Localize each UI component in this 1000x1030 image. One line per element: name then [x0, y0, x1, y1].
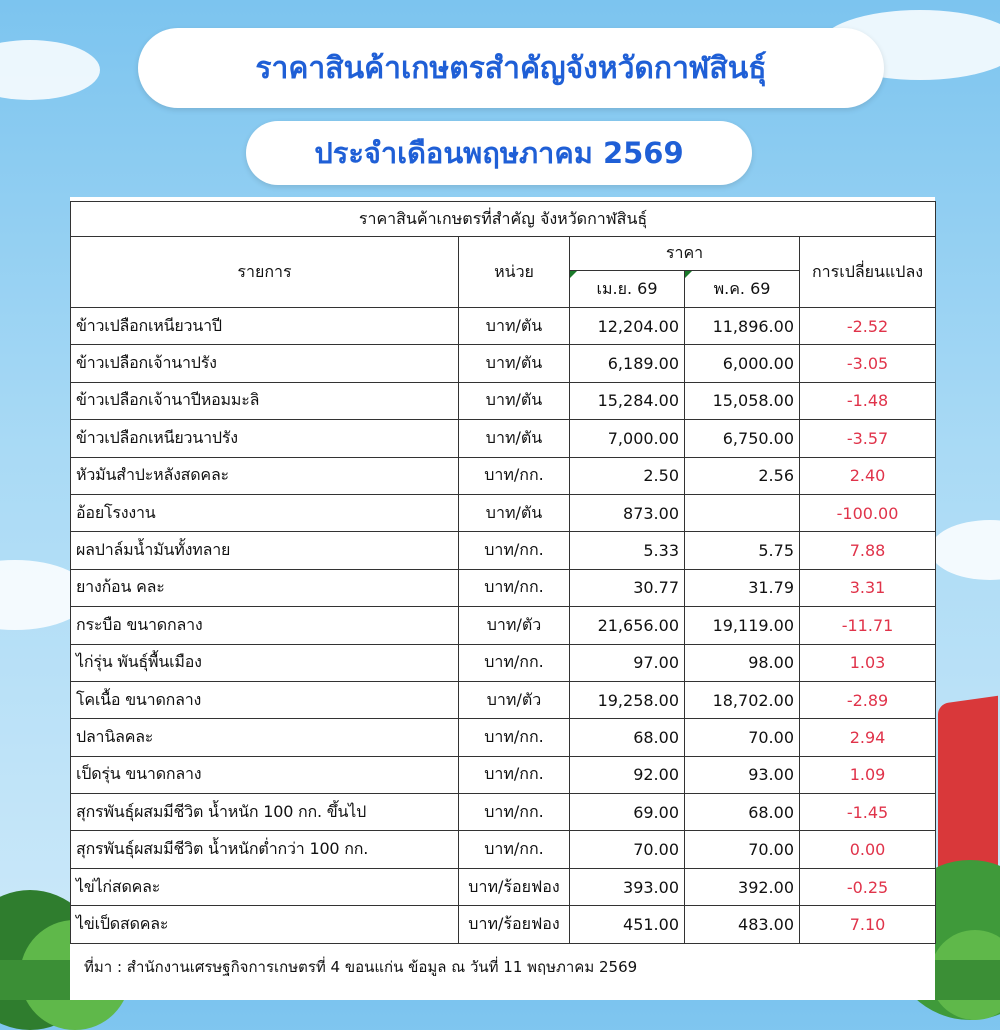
price-curr: 70.00 — [685, 719, 800, 756]
table-caption: ราคาสินค้าเกษตรที่สำคัญ จังหวัดกาฬสินธุ์ — [71, 202, 936, 237]
item-name: อ้อยโรงงาน — [71, 494, 459, 531]
price-change: 1.03 — [800, 644, 936, 681]
price-curr: 31.79 — [685, 569, 800, 606]
item-name: ข้าวเปลือกเหนียวนาปี — [71, 308, 459, 345]
item-unit: บาท/กก. — [459, 532, 570, 569]
price-change: -0.25 — [800, 868, 936, 905]
price-curr: 5.75 — [685, 532, 800, 569]
item-name: สุกรพันธุ์ผสมมีชีวิต น้ำหนักต่ำกว่า 100 กก. — [71, 831, 459, 868]
price-prev: 21,656.00 — [570, 607, 685, 644]
price-curr: 483.00 — [685, 906, 800, 943]
price-change: 0.00 — [800, 831, 936, 868]
item-name: ข้าวเปลือกเจ้านาปีหอมมะลิ — [71, 382, 459, 419]
price-prev: 68.00 — [570, 719, 685, 756]
item-unit: บาท/กก. — [459, 831, 570, 868]
table-row — [71, 644, 936, 681]
price-curr: 68.00 — [685, 794, 800, 831]
price-change: 7.10 — [800, 906, 936, 943]
price-prev: 15,284.00 — [570, 382, 685, 419]
header-prev-month: เม.ย. 69 — [570, 271, 685, 308]
price-prev: 5.33 — [570, 532, 685, 569]
price-change: -100.00 — [800, 494, 936, 531]
price-change: -2.52 — [800, 308, 936, 345]
item-unit: บาท/กก. — [459, 794, 570, 831]
price-prev: 92.00 — [570, 756, 685, 793]
item-unit: บาท/ตัว — [459, 681, 570, 718]
table-row — [71, 906, 936, 943]
table-row — [71, 308, 936, 345]
table-row — [71, 681, 936, 718]
item-unit: บาท/ตัน — [459, 494, 570, 531]
price-prev: 451.00 — [570, 906, 685, 943]
table-row — [71, 345, 936, 382]
price-curr: 70.00 — [685, 831, 800, 868]
item-name: หัวมันสำปะหลังสดคละ — [71, 457, 459, 494]
price-prev: 2.50 — [570, 457, 685, 494]
table-row — [71, 420, 936, 457]
item-unit: บาท/ตัน — [459, 345, 570, 382]
price-change: 2.40 — [800, 457, 936, 494]
title-line-1: ราคาสินค้าเกษตรสำคัญจังหวัดกาฬสินธุ์ — [138, 28, 884, 108]
item-unit: บาท/ร้อยฟอง — [459, 868, 570, 905]
price-prev: 19,258.00 — [570, 681, 685, 718]
price-change: -11.71 — [800, 607, 936, 644]
title-line-2: ประจำเดือนพฤษภาคม 2569 — [246, 121, 752, 185]
table-row — [71, 868, 936, 905]
item-name: โคเนื้อ ขนาดกลาง — [71, 681, 459, 718]
price-curr: 93.00 — [685, 756, 800, 793]
item-unit: บาท/กก. — [459, 756, 570, 793]
header-curr-month: พ.ค. 69 — [685, 271, 800, 308]
item-name: ไข่ไก่สดคละ — [71, 868, 459, 905]
price-prev: 69.00 — [570, 794, 685, 831]
price-curr: 6,750.00 — [685, 420, 800, 457]
item-unit: บาท/ตัว — [459, 607, 570, 644]
item-unit: บาท/กก. — [459, 457, 570, 494]
item-name: กระบือ ขนาดกลาง — [71, 607, 459, 644]
item-name: ยางก้อน คละ — [71, 569, 459, 606]
price-curr: 2.56 — [685, 457, 800, 494]
price-curr: 98.00 — [685, 644, 800, 681]
header-unit: หน่วย — [459, 237, 570, 308]
price-curr: 392.00 — [685, 868, 800, 905]
item-name: ข้าวเปลือกเหนียวนาปรัง — [71, 420, 459, 457]
table-row — [71, 756, 936, 793]
item-unit: บาท/ตัน — [459, 308, 570, 345]
price-curr: 15,058.00 — [685, 382, 800, 419]
price-curr: 19,119.00 — [685, 607, 800, 644]
item-name: ปลานิลคละ — [71, 719, 459, 756]
item-name: เป็ดรุ่น ขนาดกลาง — [71, 756, 459, 793]
price-sheet — [70, 197, 935, 1000]
price-change: -2.89 — [800, 681, 936, 718]
table-row — [71, 382, 936, 419]
table-row — [71, 569, 936, 606]
price-prev: 12,204.00 — [570, 308, 685, 345]
table-row — [71, 532, 936, 569]
price-table — [70, 201, 936, 944]
table-row — [71, 831, 936, 868]
price-change: -1.48 — [800, 382, 936, 419]
price-prev: 393.00 — [570, 868, 685, 905]
price-prev: 30.77 — [570, 569, 685, 606]
item-name: ไข่เป็ดสดคละ — [71, 906, 459, 943]
item-unit: บาท/ตัน — [459, 420, 570, 457]
item-name: ข้าวเปลือกเจ้านาปรัง — [71, 345, 459, 382]
price-curr: 18,702.00 — [685, 681, 800, 718]
item-name: ไก่รุ่น พันธุ์พื้นเมือง — [71, 644, 459, 681]
price-prev: 97.00 — [570, 644, 685, 681]
price-prev: 7,000.00 — [570, 420, 685, 457]
price-change: 1.09 — [800, 756, 936, 793]
item-unit: บาท/ตัน — [459, 382, 570, 419]
item-name: ผลปาล์มน้ำมันทั้งทลาย — [71, 532, 459, 569]
source-note: ที่มา : สำนักงานเศรษฐกิจการเกษตรที่ 4 ขอนแก่น ข้อมูล ณ วันที่ 11 พฤษภาคม 2569 — [84, 958, 638, 976]
table-row — [71, 794, 936, 831]
table-row — [71, 719, 936, 756]
price-curr: 11,896.00 — [685, 308, 800, 345]
header-price: ราคา — [570, 237, 800, 271]
item-unit: บาท/กก. — [459, 719, 570, 756]
header-change: การเปลี่ยนแปลง — [800, 237, 936, 308]
header-item: รายการ — [71, 237, 459, 308]
item-name: สุกรพันธุ์ผสมมีชีวิต น้ำหนัก 100 กก. ขึ้นไป — [71, 794, 459, 831]
price-change: 3.31 — [800, 569, 936, 606]
price-curr: 6,000.00 — [685, 345, 800, 382]
item-unit: บาท/กก. — [459, 569, 570, 606]
price-change: -3.05 — [800, 345, 936, 382]
table-row — [71, 607, 936, 644]
price-prev: 6,189.00 — [570, 345, 685, 382]
price-change: -3.57 — [800, 420, 936, 457]
price-prev: 873.00 — [570, 494, 685, 531]
price-change: 7.88 — [800, 532, 936, 569]
cloud-lower-right — [930, 520, 1000, 580]
cloud-left — [0, 40, 100, 100]
table-row — [71, 494, 936, 531]
item-unit: บาท/ร้อยฟอง — [459, 906, 570, 943]
table-row — [71, 457, 936, 494]
price-change: -1.45 — [800, 794, 936, 831]
item-unit: บาท/กก. — [459, 644, 570, 681]
price-curr — [685, 494, 800, 531]
price-prev: 70.00 — [570, 831, 685, 868]
price-change: 2.94 — [800, 719, 936, 756]
